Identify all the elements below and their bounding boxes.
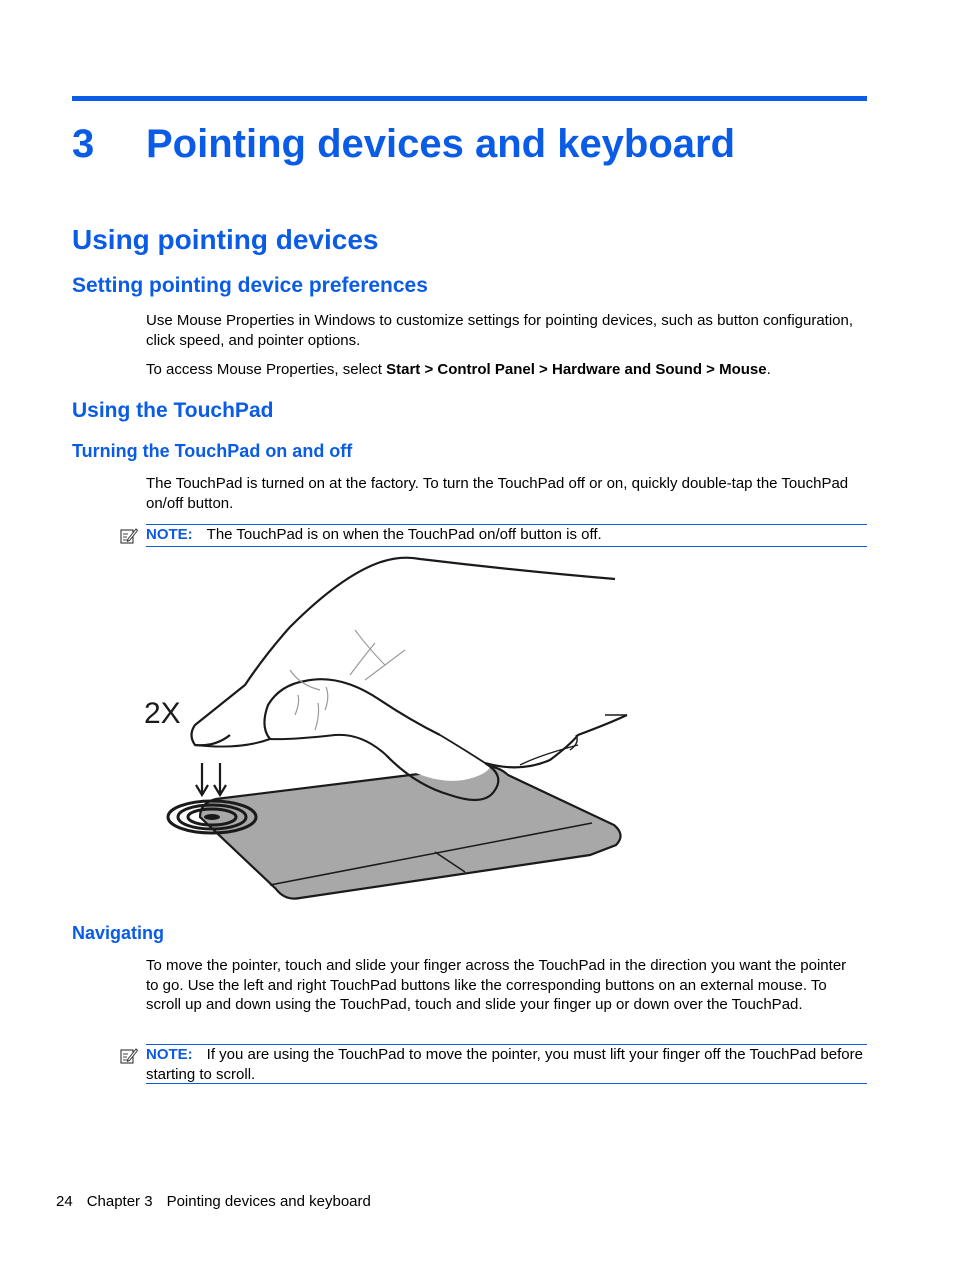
navigating-paragraph: To move the pointer, touch and slide your finger across the TouchPad in the direction you want the pointer to go. Use the left and right TouchPad buttons like the corresponding buttons on an external mouse. To scroll up and down using the TouchPad, touch and slide your finger up or down over the TouchPad.	[146, 957, 847, 1013]
navigating-heading: Navigating	[72, 923, 165, 943]
chapter-rule	[72, 96, 867, 101]
note-label: NOTE:	[146, 1046, 193, 1063]
touchpad-double-tap-illustration	[140, 555, 630, 905]
prefs-paragraph-2-prefix: To access Mouse Properties, select	[146, 361, 387, 378]
section-title: Using pointing devices	[72, 224, 379, 255]
chapter-number: 3	[72, 122, 95, 166]
prefs-paragraph-1: Use Mouse Properties in Windows to customize settings for pointing devices, such as button configuration, click speed, and pointer options.	[146, 312, 854, 349]
note-label: NOTE:	[146, 526, 193, 543]
footer-chapter-title: Pointing devices and keyboard	[166, 1193, 371, 1210]
note-box-1	[146, 524, 867, 547]
turning-paragraph: The TouchPad is turned on at the factory. To turn the TouchPad off or on, quickly double-tap the TouchPad on/off button.	[146, 475, 849, 512]
turning-heading: Turning the TouchPad on and off	[72, 441, 353, 461]
prefs-paragraph-2-suffix: .	[766, 361, 771, 378]
chapter-title-text: Pointing devices and keyboard	[146, 122, 736, 166]
note-text: If you are using the TouchPad to move the pointer, you must lift your finger off the TouchPad before starting to scroll.	[146, 1046, 863, 1083]
note-text: The TouchPad is on when the TouchPad on/off button is off.	[206, 526, 602, 543]
prefs-heading: Setting pointing device preferences	[72, 274, 428, 297]
tap-count-label: 2X	[144, 697, 181, 730]
prefs-paragraph-2	[146, 360, 861, 380]
page-number: 24	[56, 1193, 73, 1210]
note-pencil-icon	[120, 527, 138, 545]
prefs-menu-path: Start > Control Panel > Hardware and Sound > Mouse	[386, 361, 767, 378]
footer-chapter-label: Chapter 3	[86, 1193, 153, 1210]
chapter-title	[72, 118, 735, 170]
touchpad-heading: Using the TouchPad	[72, 399, 274, 422]
note-box-2	[146, 1044, 867, 1084]
note-pencil-icon	[120, 1047, 138, 1065]
page-footer	[56, 1192, 385, 1212]
